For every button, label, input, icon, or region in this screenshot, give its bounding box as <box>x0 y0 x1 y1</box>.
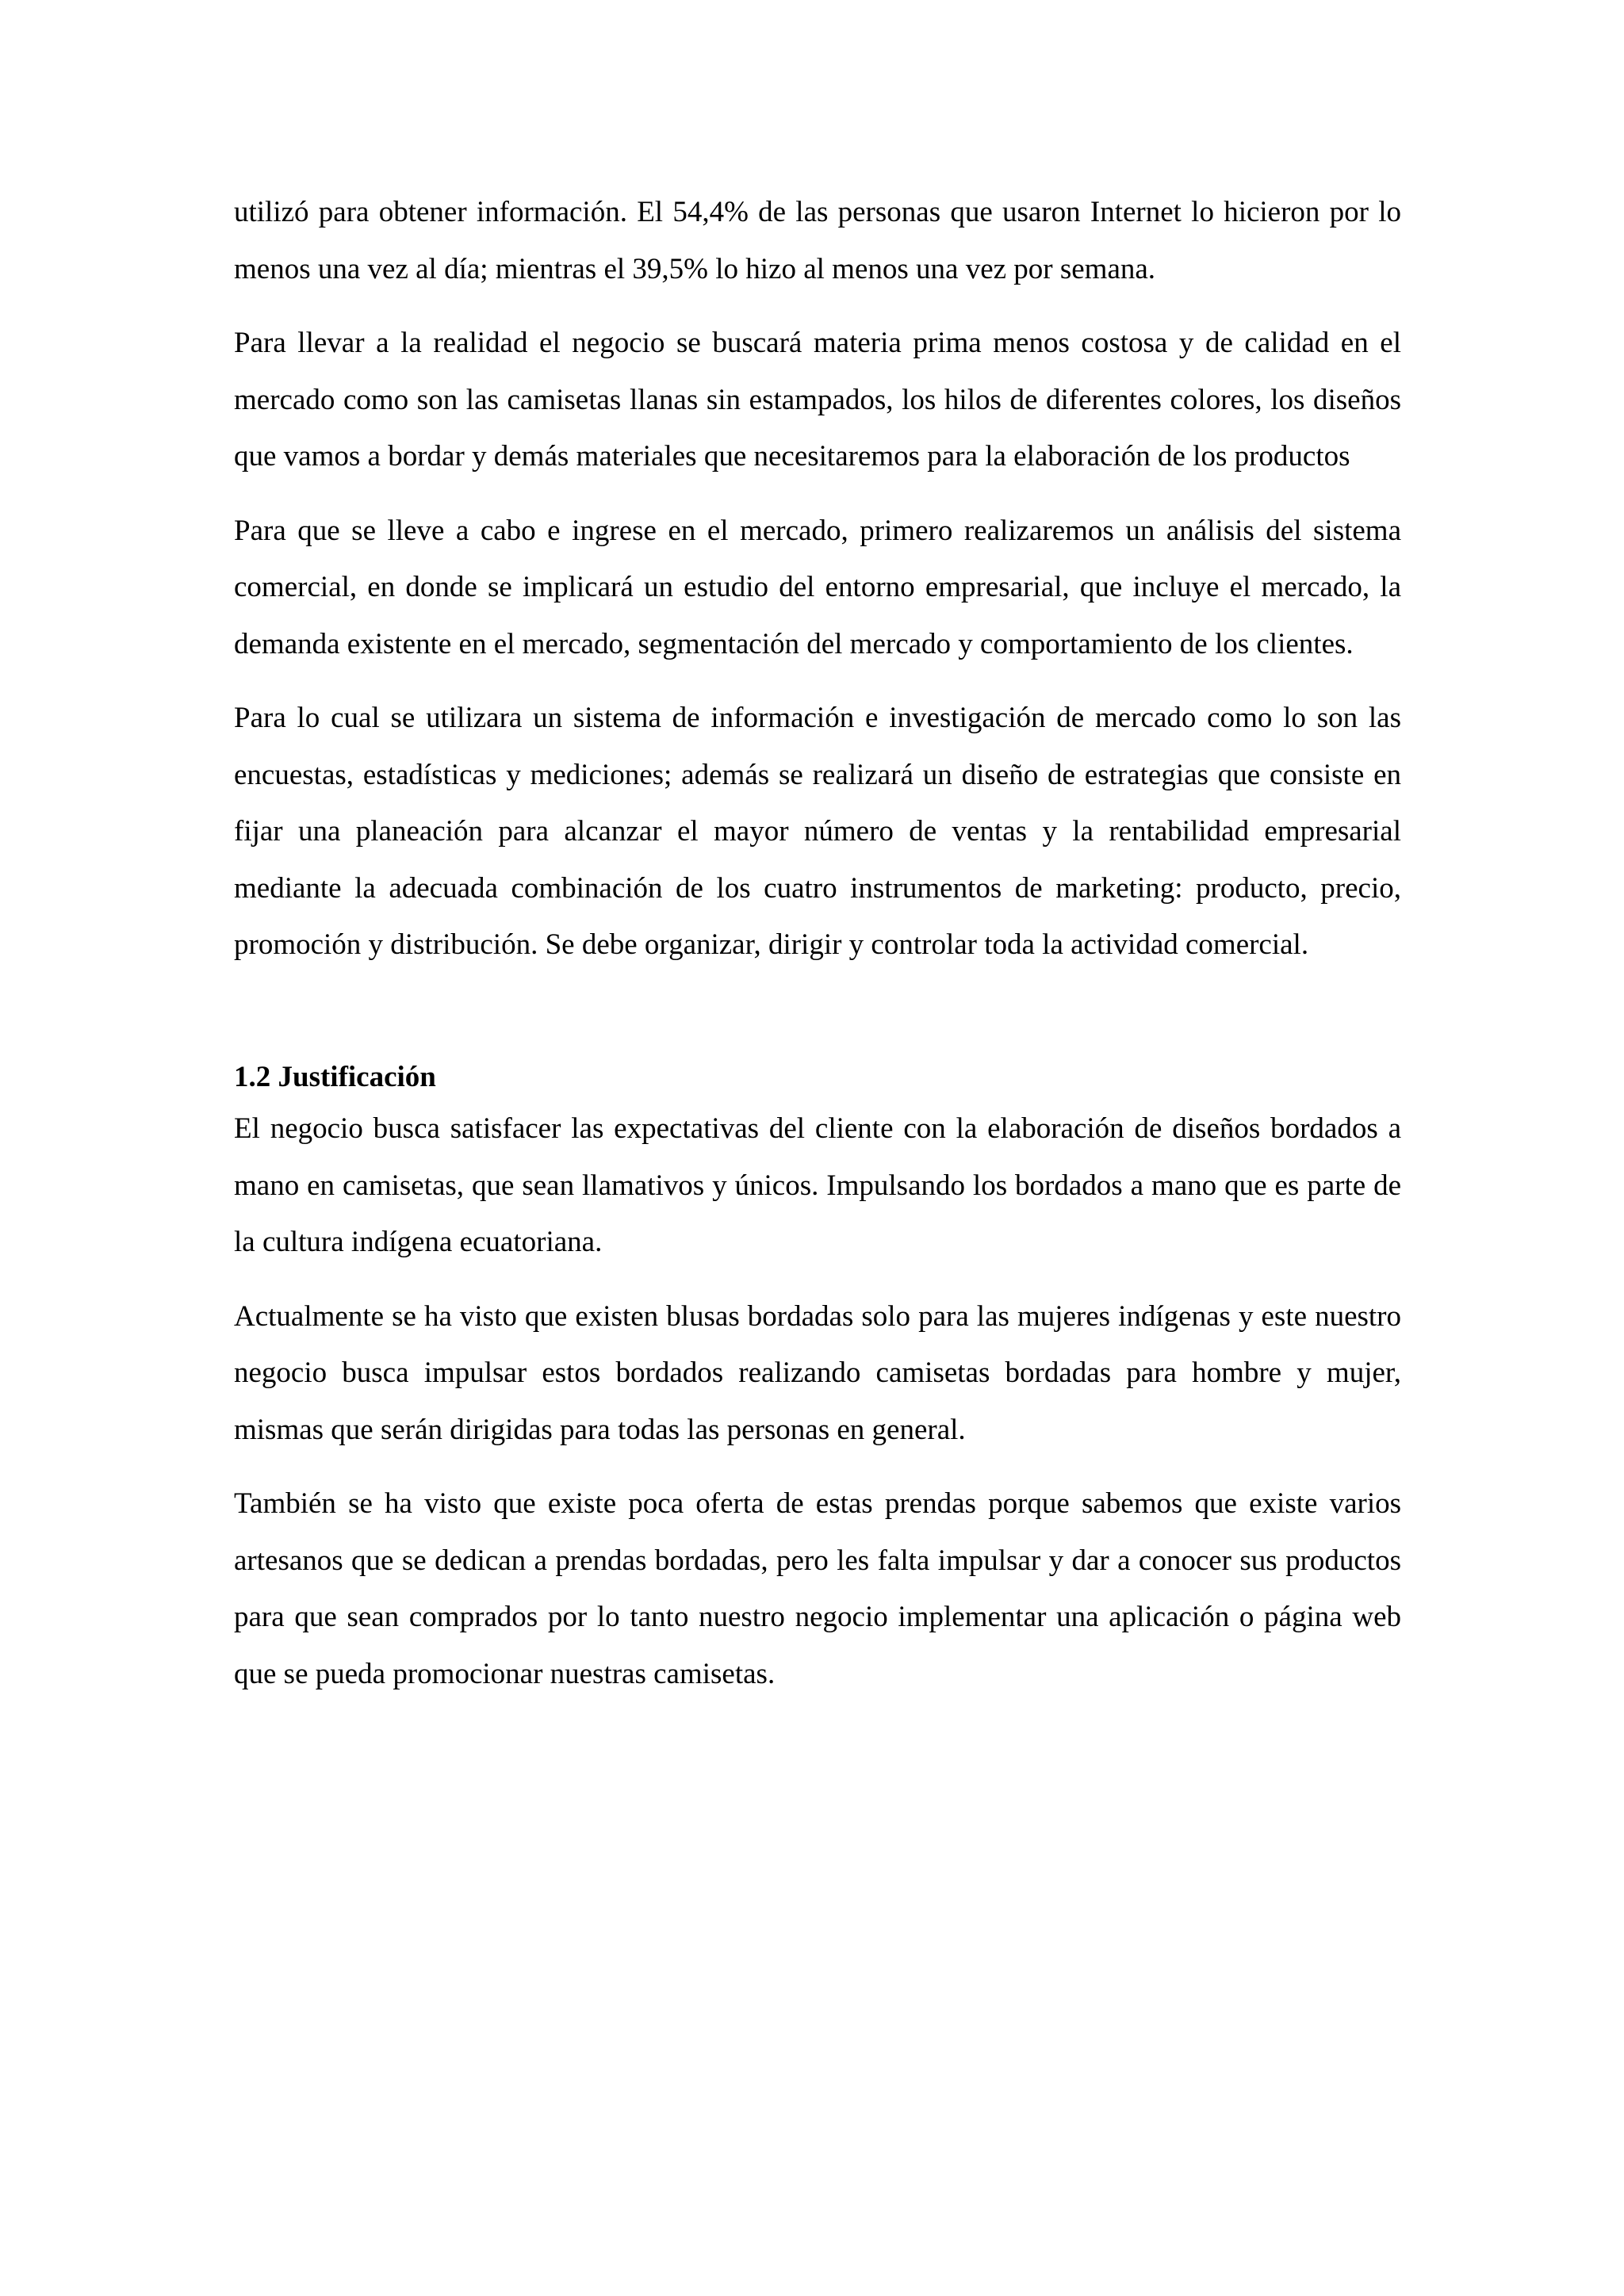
paragraph-raw-materials: Para llevar a la realidad el negocio se buscará materia prima menos costosa y de calidad en el mercado como son las camisetas llanas sin estampados, los hilos de diferentes colores, los diseños que vamos a bordar y demás materiales que necesitaremos para la elaboración de los productos <box>234 327 1401 473</box>
paragraph-market-entry: Para que se lleve a cabo e ingrese en el mercado, primero realizaremos un análisis del sistema comercial, en donde se implicará un estudio del entorno empresarial, que incluye el mercado, la demanda existente en el mercado, segmentación del mercado y comportamiento de los clientes. <box>234 514 1401 660</box>
section-heading-justificacion: 1.2 Justificación <box>234 1060 436 1093</box>
paragraph-internet-usage: utilizó para obtener información. El 54,4% de las personas que usaron Internet lo hicieron por lo menos una vez al día; mientras el 39,5% lo hizo al menos una vez por semana. <box>234 196 1401 285</box>
page-body <box>234 184 1401 1720</box>
paragraph-artisans-offer: También se ha visto que existe poca oferta de estas prendas porque sabemos que existe varios artesanos que se dedican a prendas bordadas, pero les falta impulsar y dar a conocer sus productos para que sean comprados por lo tanto nuestro negocio implementar una aplicación o página web que se pueda promocionar nuestras camisetas. <box>234 1487 1401 1690</box>
paragraph-business-goal: El negocio busca satisfacer las expectativas del cliente con la elaboración de diseños bordados a mano en camisetas, que sean llamativos y únicos. Impulsando los bordados a mano que es parte de la cultura indígena ecuatoriana. <box>234 1112 1401 1258</box>
paragraph-marketing-strategy: Para lo cual se utilizara un sistema de información e investigación de mercado como lo son las encuestas, estadísticas y mediciones; además se realizará un diseño de estrategias que consiste en fijar una planeación para alcanzar el mayor número de ventas y la rentabilidad empresarial mediante la adecuada combinación de los cuatro instrumentos de marketing: producto, precio, promoción y distribución. Se debe organizar, dirigir y controlar toda la actividad comercial. <box>234 702 1401 961</box>
paragraph-embroidered-shirts: Actualmente se ha visto que existen blusas bordadas solo para las mujeres indígenas y este nuestro negocio busca impulsar estos bordados realizando camisetas bordadas para hombre y mujer, mismas que serán dirigidas para todas las personas en general. <box>234 1299 1401 1446</box>
